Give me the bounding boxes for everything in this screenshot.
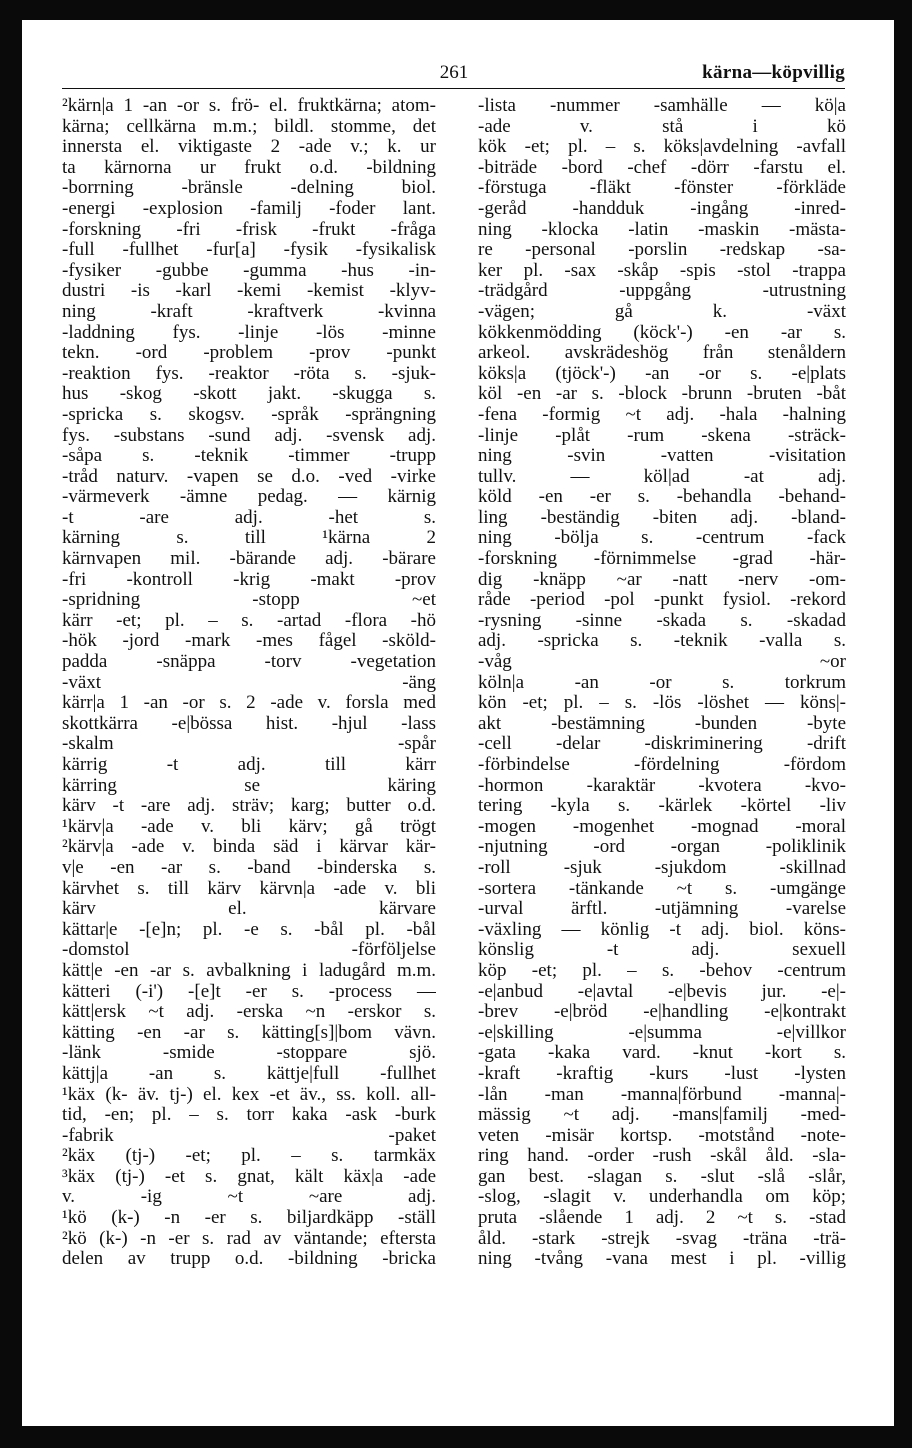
dictionary-line: kökkenmödding (köck'-) -en -ar s. bbox=[478, 322, 846, 343]
dictionary-line: -länk -smide -stoppare sjö. bbox=[62, 1043, 436, 1064]
dictionary-line: -t -are adj. -het s. bbox=[62, 507, 436, 528]
dictionary-line: -spridning -stopp ~et bbox=[62, 590, 436, 611]
dictionary-line: -brev -e|bröd -e|handling -e|kontrakt bbox=[478, 1002, 846, 1023]
dictionary-line: -domstol -förföljelse bbox=[62, 940, 436, 961]
dictionary-line: ¹käx (k- äv. tj-) el. kex -et äv., ss. koll. all- bbox=[62, 1084, 436, 1105]
dictionary-line: kärv el. kärvare bbox=[62, 899, 436, 920]
dictionary-line: innersta el. viktigaste 2 -ade v.; k. ur bbox=[62, 137, 436, 158]
dictionary-line: hus -skog -skott jakt. -skugga s. bbox=[62, 384, 436, 405]
dictionary-line: ning -tvång -vana mest i pl. -villig bbox=[478, 1249, 846, 1270]
dictionary-line: v|e -en -ar s. -band -binderska s. bbox=[62, 857, 436, 878]
dictionary-line: -växling — könlig -t adj. biol. köns- bbox=[478, 919, 846, 940]
right-column bbox=[478, 96, 846, 1270]
page-header bbox=[62, 60, 845, 90]
dictionary-line: kärrig -t adj. till kärr bbox=[62, 755, 436, 775]
dictionary-line: -forskning -förnimmelse -grad -här- bbox=[478, 549, 846, 570]
dictionary-line: -spricka s. skogsv. -språk -sprängning bbox=[62, 404, 436, 425]
dictionary-line: åld. -stark -strejk -svag -träna -trä- bbox=[478, 1228, 846, 1249]
dictionary-line: kärna; cellkärna m.m.; bildl. stomme, det bbox=[62, 116, 436, 137]
dictionary-line: kärr|a 1 -an -or s. 2 -ade v. forsla med bbox=[62, 693, 436, 714]
dictionary-line: ²kö (k-) -n -er s. rad av väntande; efterstа bbox=[62, 1228, 436, 1249]
dictionary-line: ker pl. -sax -skåp -spis -stol -trappa bbox=[478, 260, 846, 281]
dictionary-line: dig -knäpp ~ar -natt -nerv -om- bbox=[478, 569, 846, 590]
dictionary-line: -e|anbud -e|avtal -e|bevis jur. -e|- bbox=[478, 981, 846, 1002]
dictionary-line: ta kärnorna ur frukt o.d. -bildning bbox=[62, 157, 436, 178]
dictionary-line: veten -misär kortsp. -motstånd -note- bbox=[478, 1125, 846, 1146]
dictionary-line: kätteri (-i') -[e]t -er s. -process — bbox=[62, 981, 436, 1002]
dictionary-line: köp -et; pl. – s. -behov -centrum bbox=[478, 960, 846, 981]
scan-border-top bbox=[0, 0, 912, 20]
dictionary-line: -skalm -spår bbox=[62, 734, 436, 755]
dictionary-line: kätting -en -ar s. kätting[s]|bom vävn. bbox=[62, 1022, 436, 1043]
dictionary-line: arkeol. avskrädeshög från stenåldern bbox=[478, 343, 846, 364]
dictionary-line: ²käx (tj-) -et; pl. – s. tarmkäx bbox=[62, 1146, 436, 1167]
dictionary-line: mässig ~t adj. -mans|familj -med- bbox=[478, 1105, 846, 1126]
dictionary-line: ³käx (tj-) -et s. gnat, kält käx|a -ade bbox=[62, 1166, 436, 1187]
dictionary-line: -gata -kaka vard. -knut -kort s. bbox=[478, 1043, 846, 1064]
dictionary-line: -våg ~or bbox=[478, 652, 846, 673]
header-rule bbox=[62, 88, 845, 89]
running-head: kärna—köpvillig bbox=[702, 62, 845, 83]
dictionary-line: ning -svin -vatten -visitation bbox=[478, 446, 846, 467]
dictionary-line: -hök -jord -mark -mes fågel -sköld- bbox=[62, 631, 436, 652]
dictionary-line: ning -klocka -latin -maskin -mästa- bbox=[478, 219, 846, 240]
scan-border-bottom bbox=[0, 1426, 912, 1448]
dictionary-line: pruta -slående 1 adj. 2 ~t s. -stad bbox=[478, 1208, 846, 1229]
dictionary-line: tullv. — köl|ad -at adj. bbox=[478, 466, 846, 487]
dictionary-line: kärr -et; pl. – s. -artad -flora -hö bbox=[62, 610, 436, 631]
dictionary-line: -värmeverk -ämne pedag. — kärnig bbox=[62, 487, 436, 508]
dictionary-line: ¹kärv|a -ade v. bli kärv; gå trögt bbox=[62, 816, 436, 837]
dictionary-line: könslig -t adj. sexuell bbox=[478, 940, 846, 961]
dictionary-line: tid, -en; pl. – s. torr kaka -ask -burk bbox=[62, 1105, 436, 1126]
dictionary-line: -sortera -tänkande ~t s. -umgänge bbox=[478, 878, 846, 899]
dictionary-line: -geråd -handduk -ingång -inred- bbox=[478, 198, 846, 219]
dictionary-line: -e|skilling -e|summa -e|villkor bbox=[478, 1022, 846, 1043]
dictionary-line: -forskning -fri -frisk -frukt -fråga bbox=[62, 219, 436, 240]
dictionary-line: köln|a -an -or s. torkrum bbox=[478, 672, 846, 693]
left-column bbox=[62, 96, 436, 1270]
dictionary-line: råde -period -pol -punkt fysiol. -rekord bbox=[478, 590, 846, 611]
dictionary-line: -urval ärftl. -utjämning -varelse bbox=[478, 899, 846, 920]
dictionary-line: -laddning fys. -linje -lös -minne bbox=[62, 322, 436, 343]
dictionary-line: -förstuga -fläkt -fönster -förkläde bbox=[478, 178, 846, 199]
dictionary-line: adj. -spricka s. -teknik -valla s. bbox=[478, 631, 846, 652]
dictionary-line: tering -kyla s. -kärlek -körtel -liv bbox=[478, 796, 846, 817]
dictionary-line: -fri -kontroll -krig -makt -prov bbox=[62, 569, 436, 590]
dictionary-line: -ade v. stå i kö bbox=[478, 116, 846, 137]
dictionary-line: kärning s. till ¹kärna 2 bbox=[62, 528, 436, 549]
dictionary-line: kätt|e -en -ar s. avbalkning i ladugård m.m. bbox=[62, 960, 436, 981]
dictionary-line: kön -et; pl. – s. -lös -löshet — köns|- bbox=[478, 693, 846, 714]
dictionary-line: ²kärn|a 1 -an -or s. frö- el. fruktkärna; atom- bbox=[62, 96, 436, 116]
dictionary-line: dustri -is -karl -kemi -kemist -klyv- bbox=[62, 281, 436, 302]
dictionary-line: -njutning -ord -organ -poliklinik bbox=[478, 837, 846, 858]
dictionary-line: -förbindelse -fördelning -fördom bbox=[478, 755, 846, 775]
dictionary-line: delen av trupp o.d. -bildning -bricka bbox=[62, 1249, 436, 1270]
dictionary-line: ¹kö (k-) -n -er s. biljardkäpp -ställ bbox=[62, 1208, 436, 1229]
page-number: 261 bbox=[439, 62, 469, 83]
dictionary-line: köl -en -ar s. -block -brunn -bruten -båt bbox=[478, 384, 846, 405]
dictionary-line: kärring se käring bbox=[62, 775, 436, 796]
dictionary-line: -hormon -karaktär -kvotera -kvo- bbox=[478, 775, 846, 796]
dictionary-line: -såpa s. -teknik -timmer -trupp bbox=[62, 446, 436, 467]
dictionary-line: kättar|e -[e]n; pl. -e s. -bål pl. -bål bbox=[62, 919, 436, 940]
dictionary-line: kärnvapen mil. -bärande adj. -bärare bbox=[62, 549, 436, 570]
dictionary-line: kärvhet s. till kärv kärvn|a -ade v. bli bbox=[62, 878, 436, 899]
dictionary-line: -mogen -mogenhet -mognad -moral bbox=[478, 816, 846, 837]
dictionary-line: -linje -plåt -rum -skena -sträck- bbox=[478, 425, 846, 446]
scan-border-left bbox=[0, 0, 22, 1448]
dictionary-line: ning -bölja s. -centrum -fack bbox=[478, 528, 846, 549]
dictionary-line: -kraft -kraftig -kurs -lust -lysten bbox=[478, 1063, 846, 1084]
dictionary-line: -borrning -bränsle -delning biol. bbox=[62, 178, 436, 199]
dictionary-line: -lista -nummer -samhälle — kö|a bbox=[478, 96, 846, 116]
dictionary-line: ²kärv|a -ade v. binda säd i kärvar kär- bbox=[62, 837, 436, 858]
dictionary-line: re -personal -porslin -redskap -sa- bbox=[478, 240, 846, 261]
dictionary-line: -energi -explosion -familj -foder lant. bbox=[62, 198, 436, 219]
dictionary-line: -lån -man -manna|förbund -manna|- bbox=[478, 1084, 846, 1105]
dictionary-line: -tråd naturv. -vapen se d.o. -ved -virke bbox=[62, 466, 436, 487]
dictionary-line: akt -bestämning -bunden -byte bbox=[478, 713, 846, 734]
dictionary-line: -cell -delar -diskriminering -drift bbox=[478, 734, 846, 755]
dictionary-line: -fabrik -paket bbox=[62, 1125, 436, 1146]
dictionary-line: gan best. -slagan s. -slut -slå -slår, bbox=[478, 1166, 846, 1187]
dictionary-line: -trädgård -uppgång -utrustning bbox=[478, 281, 846, 302]
dictionary-line: -biträde -bord -chef -dörr -farstu el. bbox=[478, 157, 846, 178]
dictionary-line: köks|a (tjöck'-) -an -or s. -e|plats bbox=[478, 363, 846, 384]
dictionary-line: ring hand. -order -rush -skål åld. -sla- bbox=[478, 1146, 846, 1167]
dictionary-line: -växt -äng bbox=[62, 672, 436, 693]
dictionary-line: kök -et; pl. – s. köks|avdelning -avfall bbox=[478, 137, 846, 158]
dictionary-line: tekn. -ord -problem -prov -punkt bbox=[62, 343, 436, 364]
dictionary-line: ning -kraft -kraftverk -kvinna bbox=[62, 301, 436, 322]
dictionary-line: -fena -formig ~t adj. -hala -halning bbox=[478, 404, 846, 425]
dictionary-line: v. -ig ~t ~are adj. bbox=[62, 1187, 436, 1208]
dictionary-line: padda -snäppa -torv -vegetation bbox=[62, 652, 436, 673]
dictionary-line: kärv -t -are adj. sträv; karg; butter o.d. bbox=[62, 796, 436, 817]
dictionary-line: -rysning -sinne -skada s. -skadad bbox=[478, 610, 846, 631]
dictionary-line: -full -fullhet -fur[a] -fysik -fysikalisk bbox=[62, 240, 436, 261]
dictionary-line: -vägen; gå k. -växt bbox=[478, 301, 846, 322]
dictionary-line: -fysiker -gubbe -gumma -hus -in- bbox=[62, 260, 436, 281]
dictionary-line: köld -en -er s. -behandla -behand- bbox=[478, 487, 846, 508]
dictionary-line: -slog, -slagit v. underhandla om köp; bbox=[478, 1187, 846, 1208]
dictionary-line: fys. -substans -sund adj. -svensk adj. bbox=[62, 425, 436, 446]
dictionary-line: -reaktion fys. -reaktor -röta s. -sjuk- bbox=[62, 363, 436, 384]
dictionary-line: -roll -sjuk -sjukdom -skillnad bbox=[478, 857, 846, 878]
dictionary-line: kätt|ersk ~t adj. -erska ~n -erskor s. bbox=[62, 1002, 436, 1023]
dictionary-line: kättj|a -an s. kättje|full -fullhet bbox=[62, 1063, 436, 1084]
scan-border-right bbox=[894, 0, 912, 1448]
dictionary-line: skottkärra -e|bössa hist. -hjul -lass bbox=[62, 713, 436, 734]
dictionary-line: ling -beständig -biten adj. -bland- bbox=[478, 507, 846, 528]
